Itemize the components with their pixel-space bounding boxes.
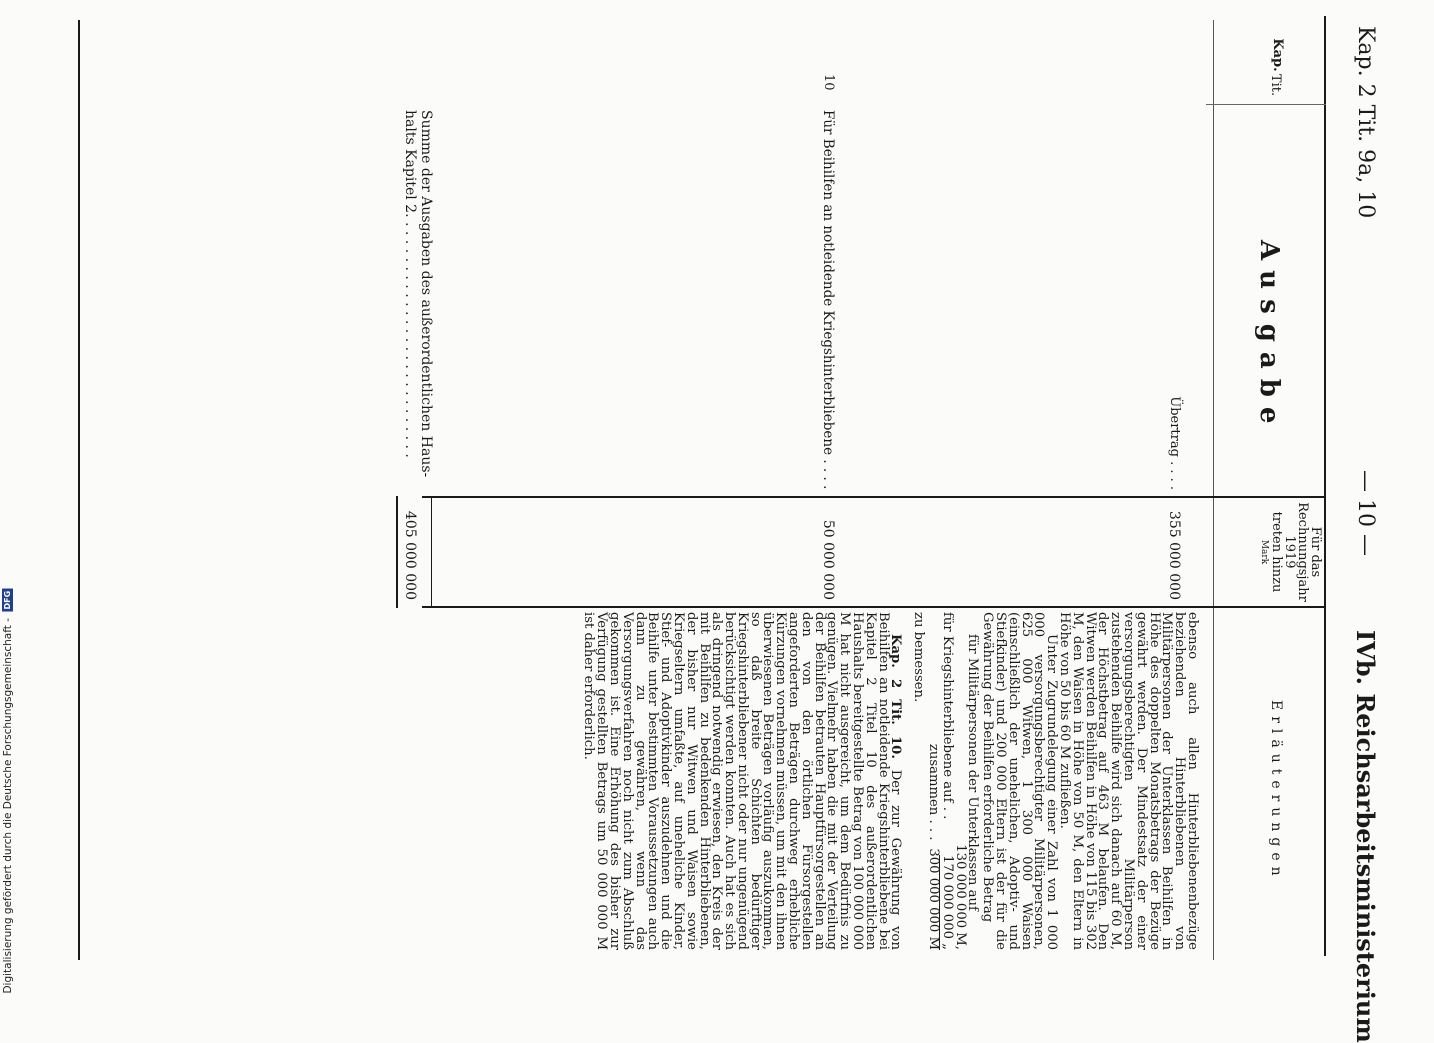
column-header-budget: [1257, 500, 1322, 604]
page-number: — 10 —: [1353, 470, 1378, 556]
notes-paragraph-4-text: Der zur Gewährung von Beihilfen an notleidende Kriegshinterbliebene bei Kapitel 2 Titel 10 des außerordentlichen Haushalts bereitgestellte Betrag von 100 000 000 M hat nicht ausgereicht, um dem Bedürfnis zu genügen. Vielmehr haben die mit der Verteilung der Beihilfen betrauten Hauptfürsorgestellen an den von den örtlichen Fürsorgestellen angeforderten Beträgen durchweg erhebliche Kürzungen vornehmen müssen, um mit den ihnen überwiesenen Beträgen vorläufig auszukommen, so daß breite Schichten bedürftiger Kriegshinterbliebener nicht oder nur ungenügend berücksichtigt werden konnten. Auch hat es sich als dringend notwendig erwiesen, den Kreis der mit Beihilfen zu bedenkenden Hinterbliebenen, der bisher nur Witwen und Waisen sowie Kriegseltern umfaßte, auf uneheliche Kinder, Stief- und Adoptivkinder auszudehnen und die Beihilfe unter bestimmten Voraussetzungen auch dann zu gewähren, wenn das Versorgungsverfahren noch nicht zum Abschluß gekommen ist. Eine Erhöhung des bisher zur Verfügung gestellten Betrags um 50 000 000 M ist daher erforderlich.: [581, 612, 904, 950]
notes-paragraph-4: [582, 612, 902, 950]
calc-row-2: [939, 612, 953, 950]
notes-paragraph-2: Unter Zugrundelegung einer Zahl von 1 000 000 versorgungsberechtigter Militärpersonen, 625 000 Witwen, 1 300 000 Waisen (einschließlich der unehelichen, Adoptiv- und Stiefkinder) und 200 000 Eltern ist der für die Gewährung der Beihilfen erforderliche Betrag: [980, 612, 1060, 950]
summe-line2: halts Kapitel 2. . . . . . . . . . . . . . . . . . . . . . . . . . . .: [402, 110, 418, 458]
header-section-right: IVb. Reichsarbeitsministerium: [1351, 630, 1380, 1043]
column-header-kap: Kap.: [1270, 38, 1285, 72]
column-header-erlaeuterungen: Erläuterungen: [1268, 700, 1284, 882]
dfg-logo: DFG: [3, 591, 12, 611]
budget-header-line4: treten hinzu: [1269, 511, 1284, 593]
column-rule-2: [422, 606, 1326, 608]
title-number: 10: [821, 74, 836, 91]
calc2-value: 170 000 000 „: [939, 855, 955, 950]
frame-line-column-divider: [1213, 20, 1214, 960]
frame-line-top: [1324, 16, 1326, 956]
column-header-ausgabe: Ausgabe: [1254, 240, 1284, 434]
notes-column: [582, 612, 1198, 950]
budget-header-line1: Für das: [1308, 526, 1323, 578]
uebertrag-amount: 355 000 000: [1166, 510, 1182, 600]
digitization-footer: [2, 589, 14, 994]
summe-amount: 405 000 000: [402, 510, 418, 600]
calc-total-row: [926, 612, 942, 950]
summe-rule-bottom: [396, 496, 398, 608]
calc-total-value: 300 000 000 M: [926, 848, 942, 950]
calc1-label: für Militärpersonen der Unterklassen auf: [965, 634, 981, 911]
uebertrag-label: Übertrag . . . .: [1167, 396, 1182, 490]
calc2-label: für Kriegshinterbliebene auf . .: [939, 612, 955, 820]
notes-paragraph-1: ebenso auch allen Hinterbliebenenbezüge beziehenden Hinterbliebenen von Militärpersonen der Unterklassen Beihilfen in Höhe des doppelten Monatsbetrags der Bezüge gewährt werden. Der Mindestsatz der einer versorgungsberechtigten Militärperson zustehenden Beihilfe wird sich danach auf 60 M, der Höchstbetrag auf 463 M belaufen. Den Witwen werden Beihilfen in Höhe von 115 bis 302 M, den Waisen in Höhe von 50 M, den Eltern in Höhe von 50 bis 60 M zufließen.: [1057, 612, 1200, 950]
calc-total-label: zusammen . . .: [926, 743, 942, 841]
frame-line-bottom: [78, 20, 80, 960]
summe-line1: Summe der Ausgaben des außerordentlichen Haus-: [418, 110, 434, 478]
footer-text: Digitalisierung gefördert durch die Deutsche Forschungsgemeinschaft -: [2, 618, 14, 994]
budget-header-line2: Rechnungsjahr: [1295, 502, 1310, 602]
header-section-left: Kap. 2 Tit. 9a, 10: [1353, 26, 1378, 219]
title-text: Für Beihilfen an notleidende Kriegshinterbliebene . . . .: [820, 110, 836, 490]
header-rule: [1206, 104, 1326, 105]
summe-rule-top: [431, 496, 432, 608]
column-rule-1: [422, 496, 1326, 498]
title-amount: 50 000 000: [820, 519, 836, 600]
budget-header-unit: Mark: [1259, 539, 1269, 565]
calc1-value: 130 000 000 M,: [952, 844, 968, 950]
notes-paragraph-3: zu bemessen.: [911, 612, 927, 703]
column-header-tit: Tit.: [1268, 73, 1283, 97]
budget-header-line3: 1919: [1282, 535, 1297, 569]
notes-paragraph-4-lead: Kap. 2 Tit. 10.: [888, 634, 904, 759]
